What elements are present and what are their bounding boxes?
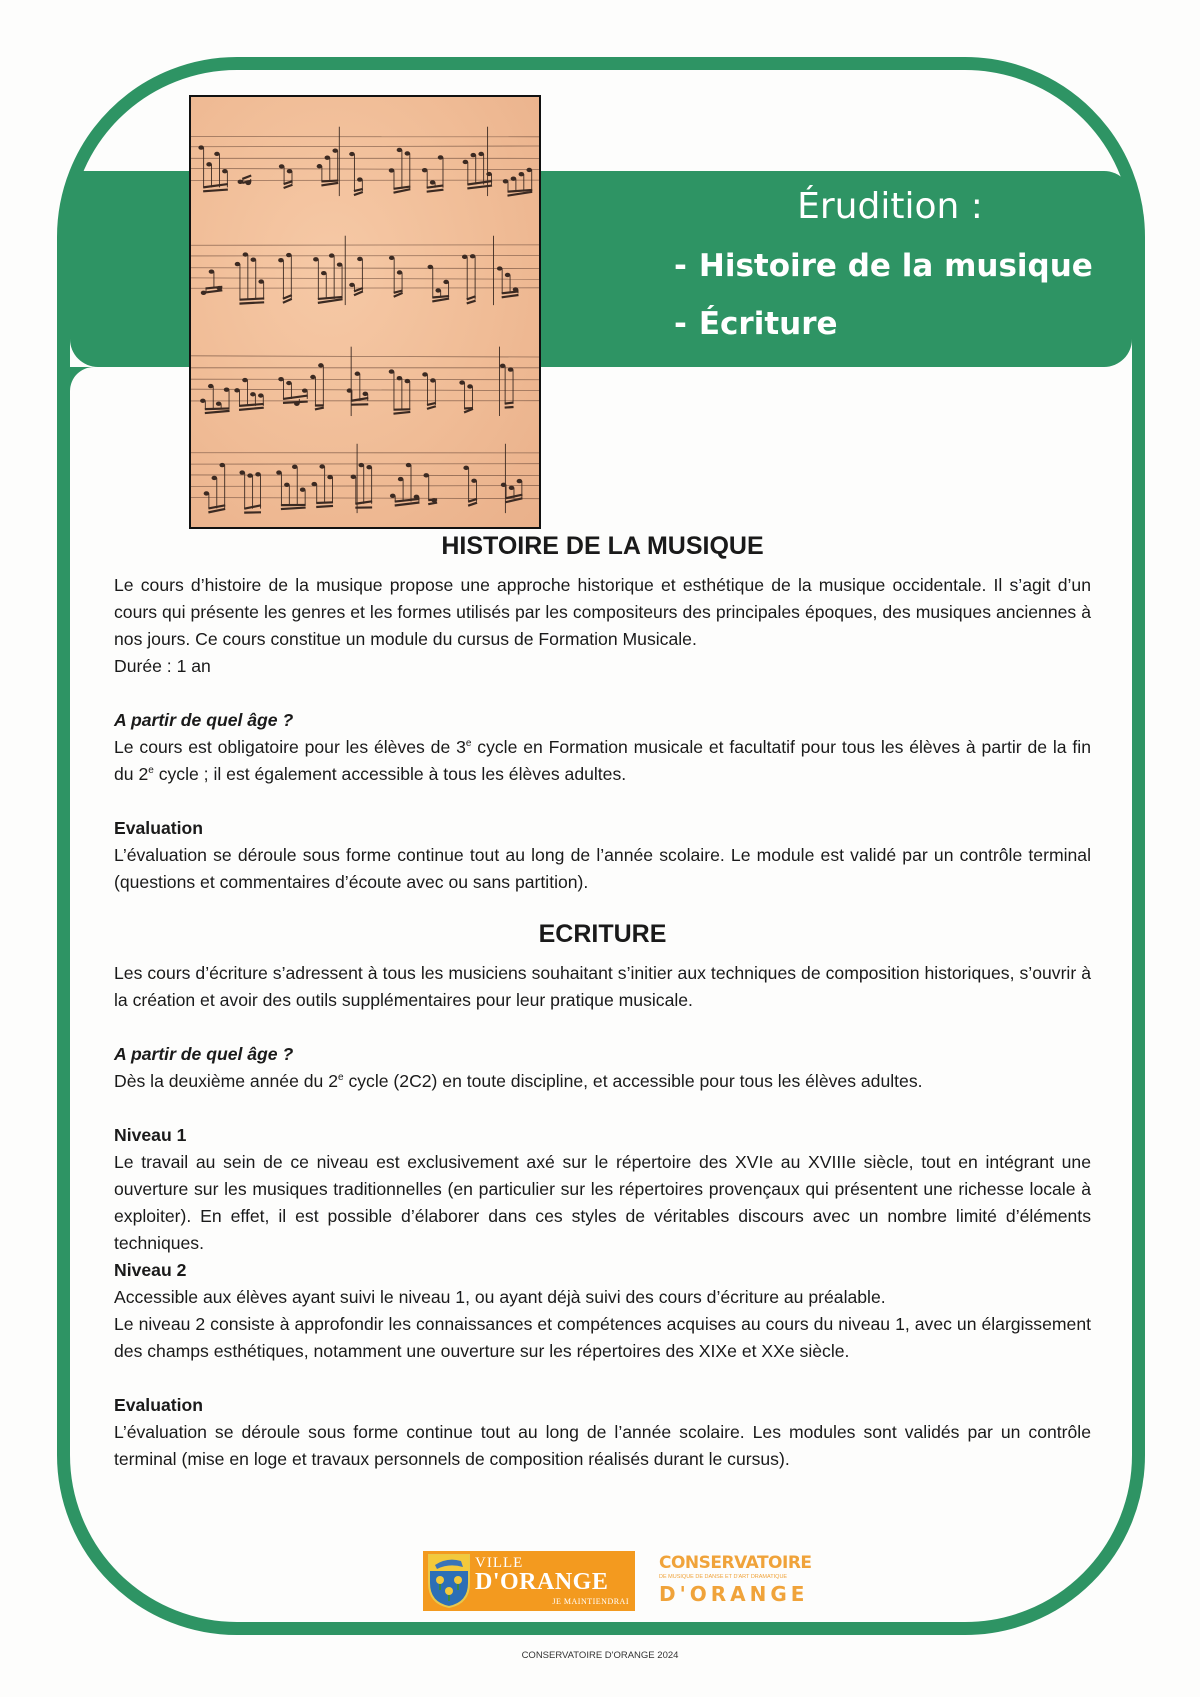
text-part: Dès la deuxième année du 2 xyxy=(114,1071,338,1091)
ecriture-eval-heading: Evaluation xyxy=(114,1395,203,1415)
histoire-eval-text: L’évaluation se déroule sous forme continue tout au long de l’année scolaire. Le module est validé par un contrôle terminal (questions et commentaires d’écoute avec ou sans partition). xyxy=(114,845,1091,892)
text-part: cycle (2C2) en toute discipline, et accessible pour tous les élèves adultes. xyxy=(343,1071,923,1091)
conservatoire-logo xyxy=(659,1553,812,1606)
banner-item-ecriture xyxy=(674,306,838,342)
banner-item-label: Histoire de la musique xyxy=(698,248,1093,284)
superscript: e xyxy=(465,738,472,749)
dash: - xyxy=(674,306,687,342)
histoire-eval-heading: Evaluation xyxy=(114,818,203,838)
niveau2-text-1: Accessible aux élèves ayant suivi le niveau 1, ou ayant déjà suivi des cours d’écriture au préalable. xyxy=(114,1287,886,1307)
niveau2-heading: Niveau 2 xyxy=(114,1260,187,1280)
banner-item-histoire xyxy=(674,248,1093,284)
ville-motto: JE MAINTIENDRAI xyxy=(552,1597,629,1606)
banner-item-label: Écriture xyxy=(698,306,838,342)
superscript: e xyxy=(148,765,154,776)
section-heading-histoire: HISTOIRE DE LA MUSIQUE xyxy=(441,532,764,560)
coat-of-arms-icon xyxy=(427,1553,471,1609)
ville-orange-logo xyxy=(423,1551,635,1611)
ville-small: VILLE xyxy=(475,1555,524,1571)
manuscript-score-icon xyxy=(191,97,539,527)
banner-title: Érudition : xyxy=(797,186,983,227)
histoire-duration: Durée : 1 an xyxy=(114,656,211,676)
histoire-age-text xyxy=(114,734,1091,788)
main-content xyxy=(114,530,1091,1473)
niveau2-text-2: Le niveau 2 consiste à approfondir les connaissances et compétences acquises au cours du niveau 1, avec un élargissement des champs esthétiques, notamment une ouverture sur les répertoires des XIXe et XXe siècle. xyxy=(114,1314,1091,1361)
manuscript-score-image xyxy=(189,95,541,529)
superscript: e xyxy=(338,1072,344,1083)
histoire-intro: Le cours d’histoire de la musique propose une approche historique et esthétique de la musique occidentale. Il s’agit d’un cours qui présente les genres et les formes utilisés par les compositeurs des principales époques, des musiques anciennes à nos jours. Ce cours constitue un module du cursus de Formation Musicale. xyxy=(114,575,1091,649)
ecriture-age-heading: A partir de quel âge ? xyxy=(114,1044,294,1064)
conservatoire-line2: DE MUSIQUE DE DANSE ET D'ART DRAMATIQUE xyxy=(659,1574,788,1580)
conservatoire-line3: D'ORANGE xyxy=(659,1582,809,1606)
ecriture-intro: Les cours d’écriture s’adressent à tous les musiciens souhaitant s’initier aux techniques de composition historiques, s’ouvrir à la création et avoir des outils supplémentaires pour leur pratique musicale. xyxy=(114,963,1091,1010)
text-part: Le cours est obligatoire pour les élèves de 3 xyxy=(114,737,466,757)
text-part: cycle en Formation musicale et facultatif pour tous les élèves à partir de la fin du 2 xyxy=(114,737,1092,784)
histoire-age-heading: A partir de quel âge ? xyxy=(114,710,294,730)
dash: - xyxy=(674,248,687,284)
ecriture-age-text xyxy=(114,1068,1091,1095)
niveau1-text: Le travail au sein de ce niveau est exclusivement axé sur le répertoire des XVIe au XVIIIe siècle, tout en intégrant une ouverture sur les musiques traditionnelles (en particulier sur les répertoires provençaux qui présentent une richesse locale à exploiter). En effet, il est possible d’élaborer dans ces styles de véritables discours avec un nombre limité d’éléments techniques. xyxy=(114,1152,1091,1253)
section-heading-ecriture: ECRITURE xyxy=(538,920,667,948)
conservatoire-line1: CONSERVATOIRE xyxy=(659,1553,812,1573)
ville-big: D'ORANGE xyxy=(475,1569,609,1595)
text-part: cycle ; il est également accessible à tous les élèves adultes. xyxy=(153,764,627,784)
ecriture-eval-text: L’évaluation se déroule sous forme continue tout au long de l’année scolaire. Les modules sont validés par un contrôle terminal (mise en loge et travaux personnels de composition réalisés durant le cursus). xyxy=(114,1422,1091,1469)
banner-notch xyxy=(70,367,94,391)
footer: CONSERVATOIRE D'ORANGE 2024 xyxy=(521,1650,679,1661)
niveau1-heading: Niveau 1 xyxy=(114,1125,187,1145)
